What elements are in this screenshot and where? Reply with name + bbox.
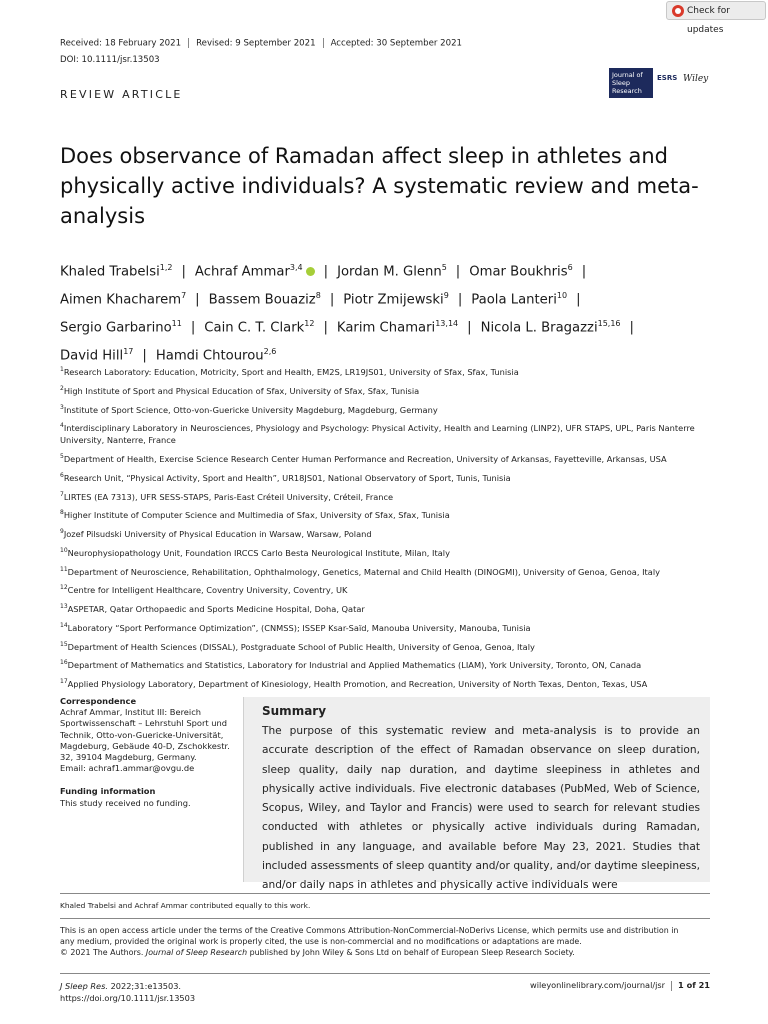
- affiliation-number: 15: [60, 640, 68, 648]
- affiliation-number: 6: [60, 471, 64, 479]
- side-info: [60, 696, 240, 809]
- author-affiliation-ref: 1,2: [159, 263, 173, 272]
- citation-line: J Sleep Res. 2022;31:e13503.: [60, 981, 182, 991]
- divider: [60, 973, 710, 974]
- divider: [60, 918, 710, 919]
- affiliation-text: Higher Institute of Computer Science and Multimedia of Sfax, University of Sfax, Sfax, Tunisia: [63, 510, 450, 520]
- affiliation-number: 10: [60, 546, 68, 554]
- license-statement: [60, 925, 710, 958]
- author-separator: |: [181, 264, 186, 280]
- affiliation-item: [60, 582, 710, 596]
- affiliation-number: 3: [60, 403, 64, 411]
- summary-heading: Summary: [262, 704, 327, 718]
- author-name: Cain C. T. Clark: [204, 320, 305, 336]
- author-name: Sergio Garbarino: [60, 320, 172, 336]
- affiliation-number: 2: [60, 384, 64, 392]
- correspondence-line: Achraf Ammar, Institut III: Bereich: [60, 707, 202, 718]
- affiliation-item: [60, 639, 710, 653]
- doi: DOI: 10.1111/jsr.13503: [60, 55, 160, 65]
- author-name: Nicola L. Bragazzi: [480, 320, 598, 336]
- author-name: Aimen Khacharem: [60, 292, 182, 308]
- affiliation-item: [60, 420, 710, 446]
- author-name: Paola Lanteri: [471, 292, 557, 308]
- author-separator: |: [455, 264, 461, 280]
- article-type: REVIEW ARTICLE: [60, 88, 183, 101]
- author-affiliation-ref: 12: [304, 318, 315, 328]
- author-name: Bassem Bouaziz: [208, 292, 316, 308]
- doi-link[interactable]: https://doi.org/10.1111/jsr.13503: [60, 993, 196, 1003]
- article-dates: [60, 38, 462, 49]
- journal-site-link[interactable]: wileyonlinelibrary.com/journal/jsr: [530, 980, 666, 990]
- affiliation-item: [60, 470, 710, 484]
- correspondence-line: Email: achraf1.ammar@ovgu.de: [60, 763, 195, 774]
- correspondence-line: 32, 39104 Magdeburg, Germany.: [60, 752, 197, 763]
- author-separator: |: [323, 264, 329, 280]
- copyright-line: © 2021 The Authors. Journal of Sleep Research published by John Wiley & Sons Ltd on behalf of European Sleep Research Society.: [60, 948, 575, 957]
- check-for-updates-label: Check for updates: [687, 6, 730, 35]
- affiliation-number: 8: [60, 509, 64, 517]
- citation: [60, 980, 195, 1004]
- author-affiliation-ref: 3,4: [289, 263, 303, 272]
- received-date: Received: 18 February 2021: [60, 38, 182, 49]
- affiliation-text: Neurophysiopathology Unit, Foundation IRCCS Carlo Besta Neurological Institute, Milan, Italy: [67, 547, 450, 558]
- affiliation-number: 9: [60, 528, 64, 535]
- affiliation-text: Jozef Pilsudski University of Physical Education in Warsaw, Warsaw, Poland: [63, 528, 372, 539]
- affiliation-item: [60, 507, 710, 521]
- orcid-icon[interactable]: [306, 267, 315, 276]
- esrs-logo: ESRS: [657, 74, 678, 82]
- correspondence-heading: Correspondence: [60, 696, 137, 706]
- revised-date: Revised: 9 September 2021: [196, 38, 316, 49]
- correspondence-line: Magdeburg, Gebäude 40-D, Zschokkestr.: [60, 740, 230, 751]
- author-affiliation-ref: 13,14: [435, 318, 459, 328]
- affiliation-item: [60, 526, 710, 540]
- affiliation-text: Laboratory “Sport Performance Optimization”, (CNMSS); ISSEP Ksar-Saïd, Manouba University, Manouba, Tunisia: [67, 622, 531, 633]
- correspondence-line: Technik, Otto-von-Guericke-Universität,: [60, 729, 224, 740]
- affiliation-text: Department of Neuroscience, Rehabilitation, Ophthalmology, Genetics, Maternal and Child Health (DINOGMI), University of Genoa, Genoa, Italy: [67, 566, 660, 577]
- footer-right: [528, 980, 710, 991]
- author-separator: |: [323, 320, 328, 336]
- affiliation-item: [60, 657, 710, 671]
- correspondence-line: Sportwissenschaft – Lehrstuhl Sport und: [60, 718, 228, 729]
- author-separator: |: [142, 348, 147, 364]
- affiliation-text: Interdisciplinary Laboratory in Neurosciences, Physiology and Psychology: Physical Activity, Health and Learning (LINP2), UFR STAPS, UPL, Paris Nanterre University, Nanterre, France: [60, 423, 695, 445]
- affiliation-item: [60, 620, 710, 634]
- contribution-note: Khaled Trabelsi and Achraf Ammar contributed equally to this work.: [60, 901, 311, 910]
- affiliation-text: Institute of Sport Science, Otto-von-Guericke University Magdeburg, Magdeburg, Germany: [63, 404, 438, 415]
- funding-text: This study received no funding.: [60, 797, 191, 808]
- journal-logo-box: [609, 68, 653, 98]
- journal-logo-line1: Journal of: [612, 71, 643, 79]
- author-separator: |: [195, 292, 200, 308]
- affiliation-list: [60, 364, 710, 695]
- affiliation-number: 5: [60, 453, 64, 460]
- author-separator: |: [581, 264, 587, 280]
- affiliation-item: [60, 676, 710, 690]
- affiliation-item: [60, 489, 710, 503]
- author-separator: |: [329, 292, 335, 308]
- author-separator: |: [629, 320, 634, 336]
- affiliation-item: [60, 564, 710, 578]
- affiliation-text: Applied Physiology Laboratory, Department of Kinesiology, Health Promotion, and Recreation, University of North Texas, Denton, Texas, USA: [67, 678, 648, 689]
- affiliation-number: 4: [60, 422, 64, 430]
- affiliation-item: [60, 601, 710, 615]
- affiliation-text: Research Laboratory: Education, Motricity, Sport and Health, EM2S, LR19JS01, University of Sfax, Sfax, Tunisia: [63, 366, 519, 377]
- affiliation-number: 7: [60, 490, 64, 498]
- author-affiliation-ref: 7: [181, 290, 187, 300]
- author-affiliation-ref: 9: [443, 290, 449, 300]
- affiliation-number: 12: [60, 584, 68, 592]
- affiliation-text: LIRTES (EA 7313), UFR SESS-STAPS, Paris-East Créteil University, Créteil, France: [63, 491, 394, 502]
- affiliation-item: [60, 451, 710, 465]
- author-affiliation-ref: 15,16: [597, 318, 621, 328]
- journal-logo: [609, 68, 709, 98]
- author-name: Karim Chamari: [336, 320, 436, 336]
- affiliation-item: [60, 545, 710, 559]
- author-name: Achraf Ammar: [194, 264, 290, 280]
- affiliation-number: 16: [60, 659, 68, 667]
- journal-logo-line2: Sleep: [612, 79, 631, 87]
- affiliation-item: [60, 383, 710, 397]
- author-list: [60, 256, 720, 368]
- author-name: Jordan M. Glenn: [337, 264, 442, 280]
- author-affiliation-ref: 10: [556, 290, 568, 300]
- affiliation-text: High Institute of Sport and Physical Education of Sfax, University of Sfax, Sfax, Tunisia: [63, 385, 420, 396]
- wiley-logo: Wiley: [683, 74, 709, 84]
- author-separator: |: [576, 292, 581, 308]
- affiliation-text: Department of Health Sciences (DISSAL), Postgraduate School of Public Health, University of Genoa, Genoa, Italy: [67, 641, 535, 652]
- affiliation-number: 14: [60, 621, 68, 629]
- affiliation-number: 11: [60, 565, 68, 573]
- author-name: Piotr Zmijewski: [343, 292, 444, 308]
- author-affiliation-ref: 6: [567, 263, 573, 272]
- affiliation-text: Research Unit, “Physical Activity, Sport and Health”, UR18JS01, National Observatory of Sport, Tunis, Tunisia: [63, 472, 511, 483]
- author-affiliation-ref: 2,6: [263, 346, 277, 356]
- affiliation-item: [60, 402, 710, 416]
- funding-heading: Funding information: [60, 786, 156, 797]
- author-affiliation-ref: 8: [315, 290, 321, 300]
- license-line: This is an open access article under the terms of the Creative Commons Attribution-NonCommercial-NoDerivs License, which permits use and distribution in: [60, 926, 679, 935]
- author-affiliation-ref: 5: [441, 263, 447, 272]
- author-name: Khaled Trabelsi: [60, 264, 160, 280]
- affiliation-text: Centre for Intelligent Healthcare, Coventry University, Coventry, UK: [67, 585, 348, 595]
- author-separator: |: [467, 320, 472, 336]
- affiliation-number: 1: [60, 366, 64, 373]
- affiliation-number: 13: [60, 603, 68, 610]
- author-name: Omar Boukhris: [469, 264, 568, 280]
- affiliation-text: ASPETAR, Qatar Orthopaedic and Sports Medicine Hospital, Doha, Qatar: [67, 603, 365, 614]
- summary-text: The purpose of this systematic review and meta-analysis is to provide an accurate description of the effect of Ramadan observance on sleep duration, sleep quality, daily nap duration, and daytime sleepiness in athletes and physically active individuals. Five electronic databases (PubMed, Web of Science, Scopus, Wiley, and Taylor and Francis) were used to search for relevant studies conducted with athletes or physically active individuals during Ramadan, published in any language, and available before May 23, 2021. Studies that included assessments of sleep quantity and/or quality, and/or daytime sleepiness, and/or daily naps in athletes and physically active individuals were: [262, 725, 700, 892]
- affiliation-number: 17: [60, 678, 68, 685]
- accepted-date: Accepted: 30 September 2021: [330, 38, 463, 49]
- affiliation-text: Department of Mathematics and Statistics, Laboratory for Industrial and Applied Mathematics (LIAM), York University, Toronto, ON, Canada: [67, 660, 642, 670]
- correspondence-address: [60, 707, 240, 774]
- crossmark-icon: [672, 5, 684, 17]
- author-name: Hamdi Chtourou: [155, 348, 264, 364]
- article-title: Does observance of Ramadan affect sleep in athletes and physically active individuals? A systematic review and meta-analysis: [60, 144, 699, 228]
- journal-logo-line3: Research: [612, 87, 642, 95]
- author-affiliation-ref: 17: [123, 346, 134, 356]
- license-line: any medium, provided the original work is properly cited, the use is non-commercial and no modifications or adaptations are made.: [60, 937, 582, 946]
- affiliation-item: [60, 364, 710, 378]
- check-for-updates-button[interactable]: [666, 1, 766, 35]
- author-separator: |: [457, 292, 463, 308]
- divider: [60, 893, 710, 894]
- author-affiliation-ref: 11: [171, 318, 182, 328]
- author-separator: |: [190, 320, 196, 336]
- author-name: David Hill: [60, 348, 124, 364]
- page-number: 1 of 21: [678, 980, 710, 990]
- affiliation-text: Department of Health, Exercise Science Research Center Human Performance and Recreation, University of Arkansas, Fayetteville, Arkansas, USA: [63, 453, 667, 464]
